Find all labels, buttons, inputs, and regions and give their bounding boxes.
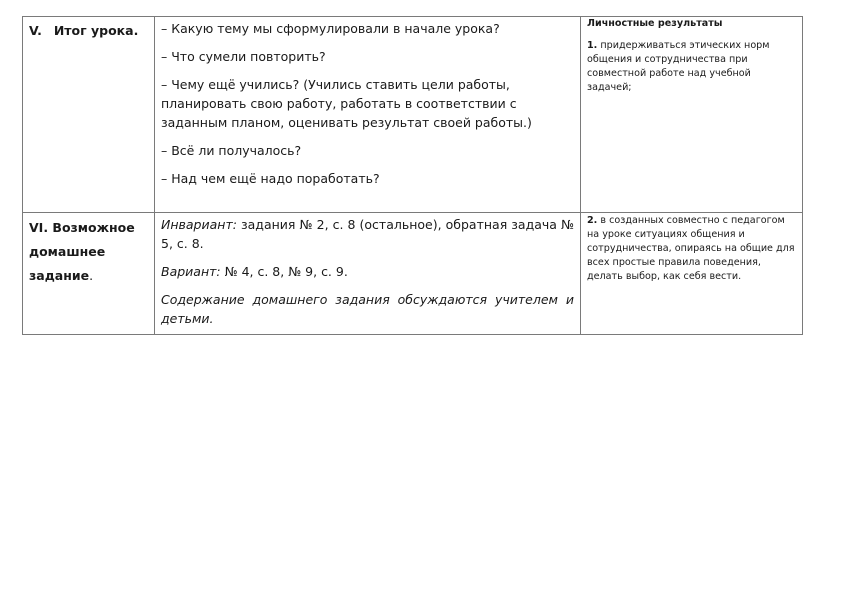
question-item: – Над чем ещё надо поработать? — [161, 171, 380, 186]
table-row — [23, 213, 803, 335]
variant-text: № 4, с. 8, № 9, с. 9. — [220, 264, 348, 279]
result-number: 2. — [587, 215, 598, 226]
question-item: – Всё ли получалось? — [161, 143, 302, 158]
content-cell — [155, 213, 581, 335]
stage-cell — [23, 17, 155, 213]
content-cell — [155, 17, 581, 213]
result-number: 1. — [587, 40, 598, 51]
question-item: – Чему ещё учились? (Учились ставить цели работы, планировать свою работу, работать в соответствии с заданным планом, оценивать результат своей работы.) — [161, 77, 532, 130]
question-item: – Что сумели повторить? — [161, 49, 326, 64]
invariant-text: задания № 2, с. 8 (остальное), обратная задача № 5, с. 8. — [161, 217, 574, 251]
stage-title: Итог урока. — [53, 23, 139, 38]
result-text: придерживаться этических норм общения и сотрудничества при совместной работе над учебной задачей; — [587, 40, 770, 93]
stage-title: VI. Возможное домашнее задание — [29, 220, 135, 283]
results-cell — [581, 213, 803, 335]
lesson-plan-table — [22, 16, 803, 335]
stage-title-tail: . — [89, 268, 94, 283]
invariant-label: Инвариант: — [161, 217, 237, 232]
result-text: в созданных совместно с педагогом на уроке ситуациях общения и сотрудничества, опираясь на общие для всех простые правила поведения, делать выбор, как себя вести. — [587, 215, 795, 282]
variant-label: Вариант: — [161, 264, 221, 279]
results-title: Личностные результаты — [587, 18, 723, 29]
question-item: – Какую тему мы сформулировали в начале урока? — [161, 21, 500, 36]
homework-note: Содержание домашнего задания обсуждаются учителем и детьми. — [161, 292, 574, 326]
stage-cell — [23, 213, 155, 335]
results-cell — [581, 17, 803, 213]
stage-number: V. — [29, 23, 42, 38]
table-row — [23, 17, 803, 213]
